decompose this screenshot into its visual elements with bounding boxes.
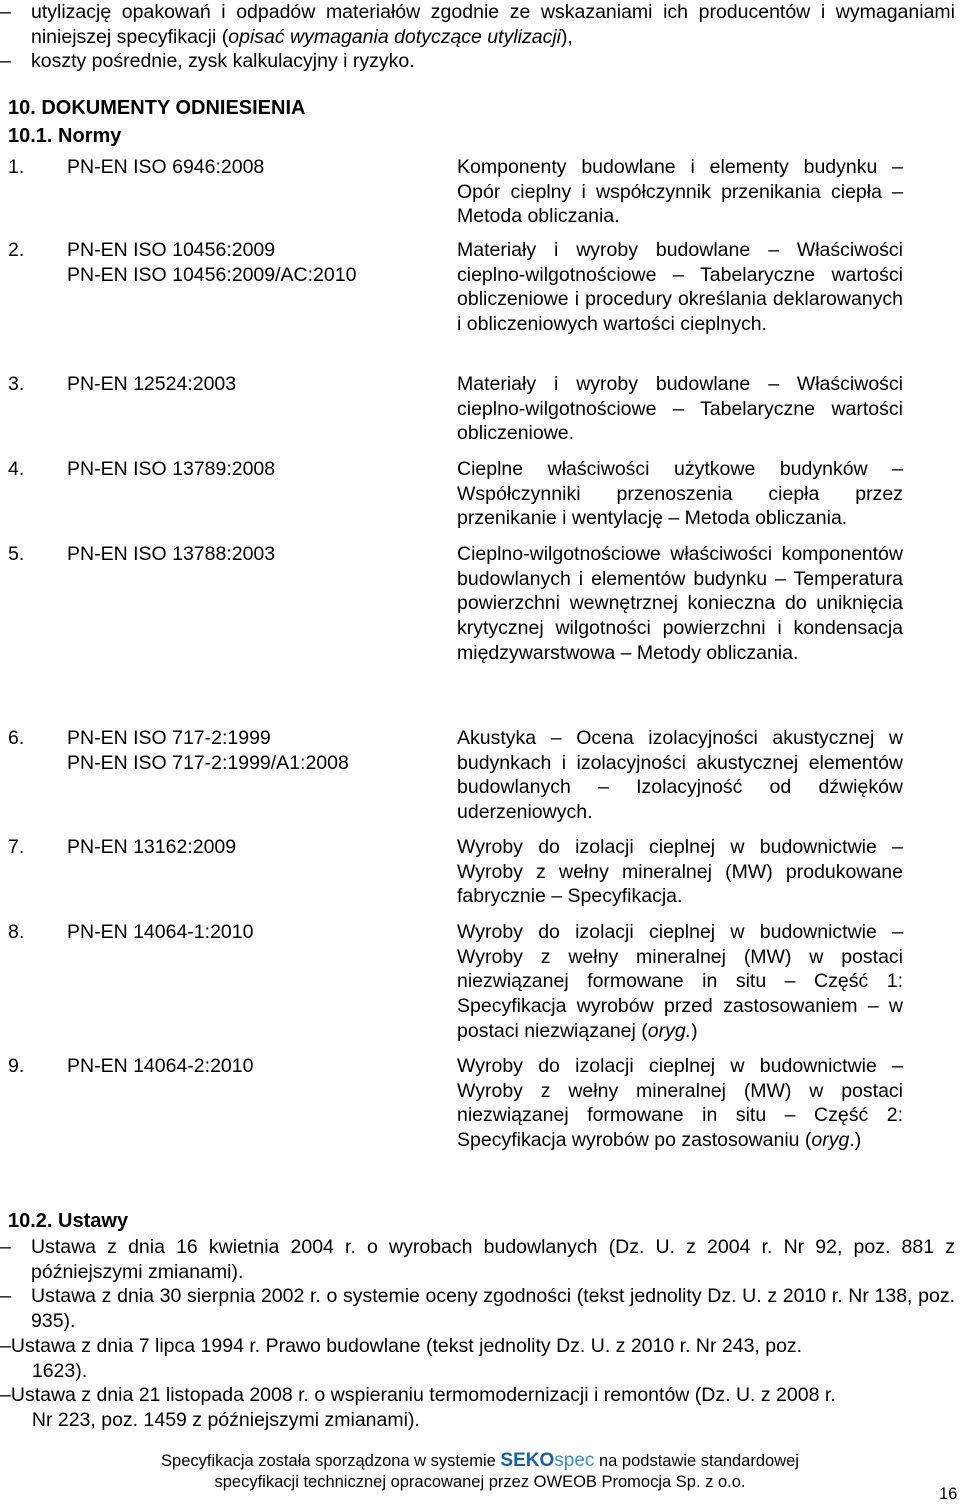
list-dash: – (0, 50, 11, 73)
standard-description: Cieplne właściwości użytkowe budynków – Współczynniki przenoszenia ciepła przez przenikanie i wentylację – Metoda obliczania. (457, 458, 903, 530)
standard-description: Wyroby do izolacji cieplnej w budownictwie – Wyroby z wełny mineralnej (MW) produkowane fabrycznie – Specyfikacja. (457, 836, 903, 908)
standard-number: 7. (8, 836, 25, 858)
footer-line-1: Specyfikacja została sporządzona w systemie SEKOspec na podstawie standardowej (161, 1450, 799, 1471)
standard-description: Wyroby do izolacji cieplnej w budownictwie – Wyroby z wełny mineralnej (MW) w postaci niezwiązanej formowane in situ – Część 2: Specyfikacja wyrobów po zastosowaniu (oryg.) (457, 1055, 903, 1152)
list-item-text: koszty pośrednie, zysk kalkulacyjny i ryzyko. (31, 50, 415, 73)
standard-row (8, 372, 903, 446)
standard-code: PN-EN 13162:2009 (67, 836, 237, 858)
section-heading-norms: 10.1. Normy (8, 125, 122, 147)
standard-code: PN-EN 14064-2:2010 (67, 1055, 254, 1077)
law-text: Ustawa z dnia 16 kwietnia 2004 r. o wyrobach budowlanych (Dz. U. z 2004 r. Nr 92, poz. 881 z późniejszymi zmianami). (31, 1236, 955, 1283)
section-heading-documents: 10. DOKUMENTY ODNIESIENIA (8, 97, 306, 119)
standard-code: PN-EN ISO 6946:2008 (67, 156, 265, 178)
list-item (0, 1284, 955, 1333)
standard-code: PN-EN ISO 10456:2009 PN-EN ISO 10456:2009/AC:2010 (67, 239, 357, 286)
standard-code: PN-EN ISO 13789:2008 (67, 458, 276, 480)
list-item (0, 0, 955, 49)
standard-number: 6. (8, 727, 25, 749)
standard-code: PN-EN 12524:2003 (67, 373, 237, 395)
list-dash: – (0, 1, 11, 23)
page-number: 16 (939, 1485, 958, 1503)
standard-description: Wyroby do izolacji cieplnej w budownictwie – Wyroby z wełny mineralnej (MW) w postaci niezwiązanej formowane in situ – Część 1: Specyfikacja wyrobów przed zastosowaniem – w postaci niezwiązanej (oryg.) (457, 921, 903, 1042)
standard-number: 1. (8, 156, 25, 178)
law-text: Ustawa z dnia 7 lipca 1994 r. Prawo budowlane (tekst jednolity Dz. U. z 2010 r. Nr 243, poz. 1623). (10, 1334, 803, 1382)
section-heading-laws: 10.2. Ustawy (8, 1210, 129, 1232)
standard-number: 4. (8, 458, 25, 480)
standard-code: PN-EN ISO 13788:2003 (67, 543, 276, 565)
page-footer (0, 1450, 960, 1493)
standard-row (8, 920, 903, 1044)
standard-row (8, 726, 903, 825)
list-item (0, 1334, 955, 1383)
standard-row (8, 542, 903, 666)
standard-description: Materiały i wyroby budowlane – Właściwości cieplno-wilgotnościowe – Tabelaryczne wartości obliczeniowe i procedury określania deklarowanych i obliczeniowych wartości cieplnych. (457, 239, 903, 336)
sekospec-logo: SEKOspec (500, 1450, 595, 1471)
list-item (0, 1235, 955, 1284)
standard-row (8, 835, 903, 909)
laws-list (0, 1235, 955, 1433)
standard-row (8, 238, 903, 337)
standard-row (8, 155, 903, 229)
list-dash: – (0, 1384, 11, 1407)
standard-number: 5. (8, 543, 25, 565)
standard-number: 8. (8, 921, 25, 943)
standard-code: PN-EN ISO 717-2:1999 PN-EN ISO 717-2:1999/A1:2008 (67, 727, 349, 774)
standard-row (8, 1054, 903, 1153)
standard-number: 2. (8, 239, 25, 261)
standard-description: Cieplno-wilgotnościowe właściwości komponentów budowlanych i elementów budynku – Temperatura powierzchni wewnętrznej konieczna do uniknięcia krytycznej wilgotności powierzchni i kondensacja międzywarstwowa – Metody obliczania. (457, 543, 903, 664)
standard-row (8, 457, 903, 531)
list-dash: – (0, 1285, 11, 1308)
standard-number: 3. (8, 373, 25, 395)
law-text: Ustawa z dnia 30 sierpnia 2002 r. o systemie oceny zgodności (tekst jednolity Dz. U. z 2010 r. Nr 138, poz. 935). (31, 1285, 955, 1333)
standard-description: Materiały i wyroby budowlane – Właściwości cieplno-wilgotnościowe – Tabelaryczne wartości obliczeniowe. (457, 373, 903, 445)
standard-code: PN-EN 14064-1:2010 (67, 921, 254, 943)
standard-description: Komponenty budowlane i elementy budynku – Opór cieplny i współczynnik przenikania ciepła – Metoda obliczania. (457, 156, 903, 228)
standard-number: 9. (8, 1055, 25, 1077)
list-item (0, 1383, 955, 1432)
footer-line-2: specyfikacji technicznej opracowanej przez OWEOB Promocja Sp. z o.o. (214, 1473, 746, 1491)
list-item (0, 49, 955, 74)
list-dash: – (0, 1334, 11, 1357)
law-text: Ustawa z dnia 21 listopada 2008 r. o wspieraniu termomodernizacji i remontów (Dz. U. z 2008 r. Nr 223, poz. 1459 z późniejszymi zmianami). (10, 1384, 836, 1431)
list-dash: – (0, 1236, 11, 1258)
list-item-text: utylizację opakowań i odpadów materiałów zgodnie ze wskazaniami ich producentów i wymaganiami niniejszej specyfikacji (opisać wymagania dotyczące utylizacji), (31, 1, 955, 48)
bullet-list-top (0, 0, 955, 74)
standard-description: Akustyka – Ocena izolacyjności akustycznej w budynkach i izolacyjności akustycznej elementów budowlanych – Izolacyjność od dźwięków uderzeniowych. (457, 727, 903, 824)
